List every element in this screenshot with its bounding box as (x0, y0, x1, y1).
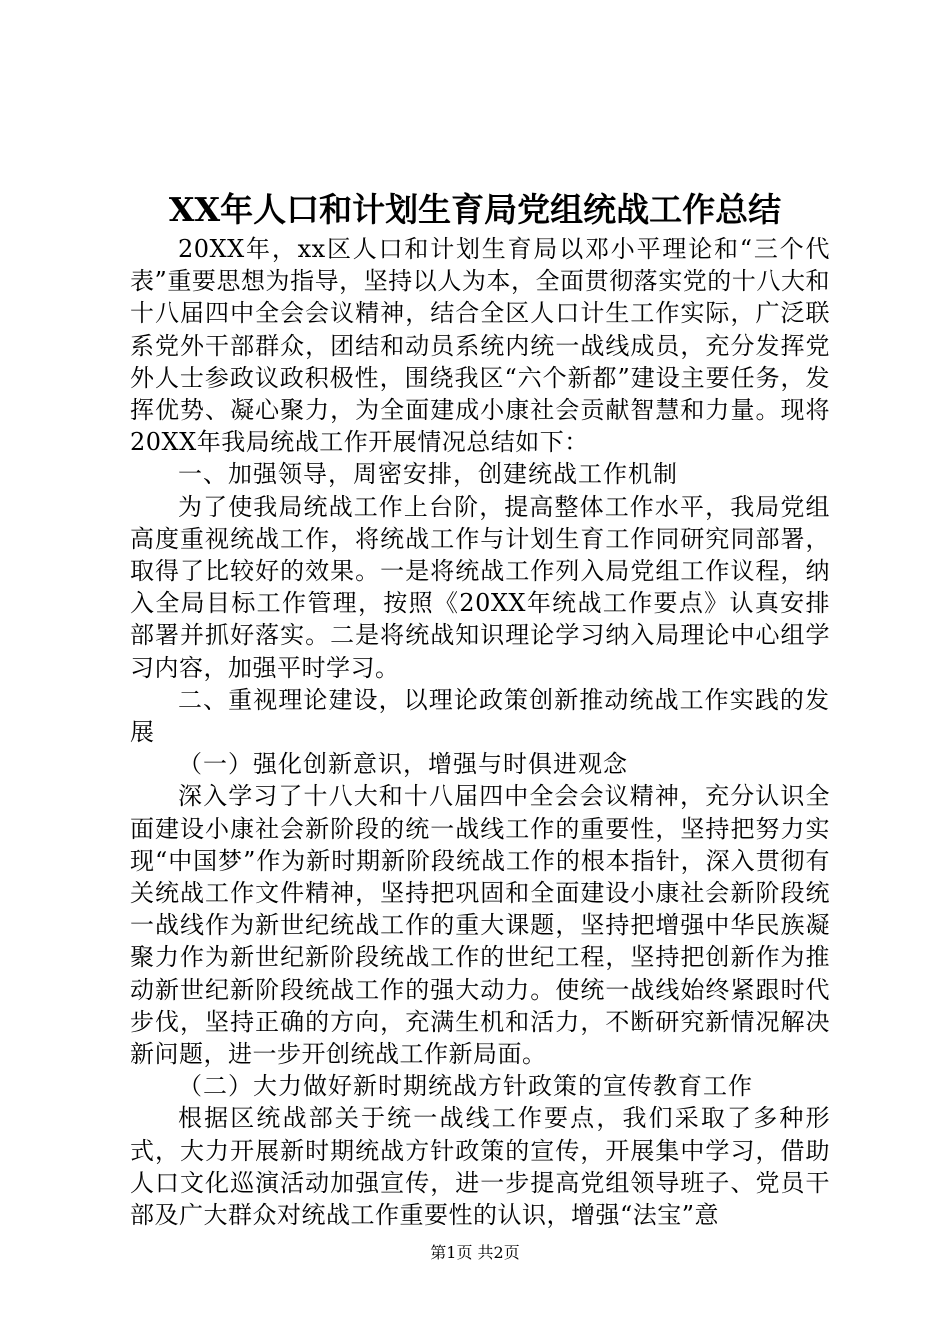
paragraph-subsection-2: 根据区统战部关于统一战线工作要点，我们采取了多种形式，大力开展新时期统战方针政策的宣传，开展集中学习，借助人口文化巡演活动加强宣传，进一步提高党组领导班子、党员干部及广大群众对统战工作重要性的认识，增强“法宝”意 (130, 1104, 830, 1230)
paragraph-subsection-1: 深入学习了十八大和十八届四中全会会议精神，充分认识全面建设小康社会新阶段的统一战线工作的重要性，坚持把努力实现“中国梦”作为新时期新阶段统战工作的根本指针，深入贯彻有关统战工作文件精神，坚持把巩固和全面建设小康社会新阶段统一战线作为新世纪统战工作的重大课题，坚持把增强中华民族凝聚力作为新世纪新阶段统战工作的世纪工程，坚持把创新作为推动新世纪新阶段统战工作的强大动力。使统一战线始终紧跟时代步伐，坚持正确的方向，充满生机和活力，不断研究新情况解决新问题，进一步开创统战工作新局面。 (130, 782, 830, 1069)
page-footer: 第1页 共2页 (430, 1243, 520, 1262)
document-title: XX年人口和计划生育局党组统战工作总结 (168, 190, 782, 229)
paragraph-section-1: 为了使我局统战工作上台阶，提高整体工作水平，我局党组高度重视统战工作，将统战工作与计划生育工作同研究同部署，取得了比较好的效果。一是将统战工作列入局党组工作议程，纳入全局目标工作管理，按照《20XX年统战工作要点》认真安排部署并抓好落实。二是将统战知识理论学习纳入局理论中心组学习内容，加强平时学习。 (130, 492, 830, 682)
subsection-heading-1: （一）强化创新意识，增强与时俱进观念 (178, 750, 628, 779)
section-heading-2: 二、重视理论建设，以理论政策创新推动统战工作实践的发展 (130, 685, 830, 747)
section-heading-1: 一、加强领导，周密安排，创建统战工作机制 (178, 460, 678, 489)
paragraph-intro: 20XX年，xx区人口和计划生育局以邓小平理论和“三个代表”重要思想为指导，坚持以人为本，全面贯彻落实党的十八大和十八届四中全会会议精神，结合全区人口计生工作实际，广泛联系党外干部群众，团结和动员系统内统一战线成员，充分发挥党外人士参政议政积极性，围绕我区“六个新都”建设主要任务，发挥优势、凝心聚力，为全面建成小康社会贡献智慧和力量。现将20XX年我局统战工作开展情况总结如下： (130, 235, 830, 457)
subsection-heading-2: （二）大力做好新时期统战方针政策的宣传教育工作 (178, 1072, 753, 1101)
document-body (130, 233, 830, 1231)
